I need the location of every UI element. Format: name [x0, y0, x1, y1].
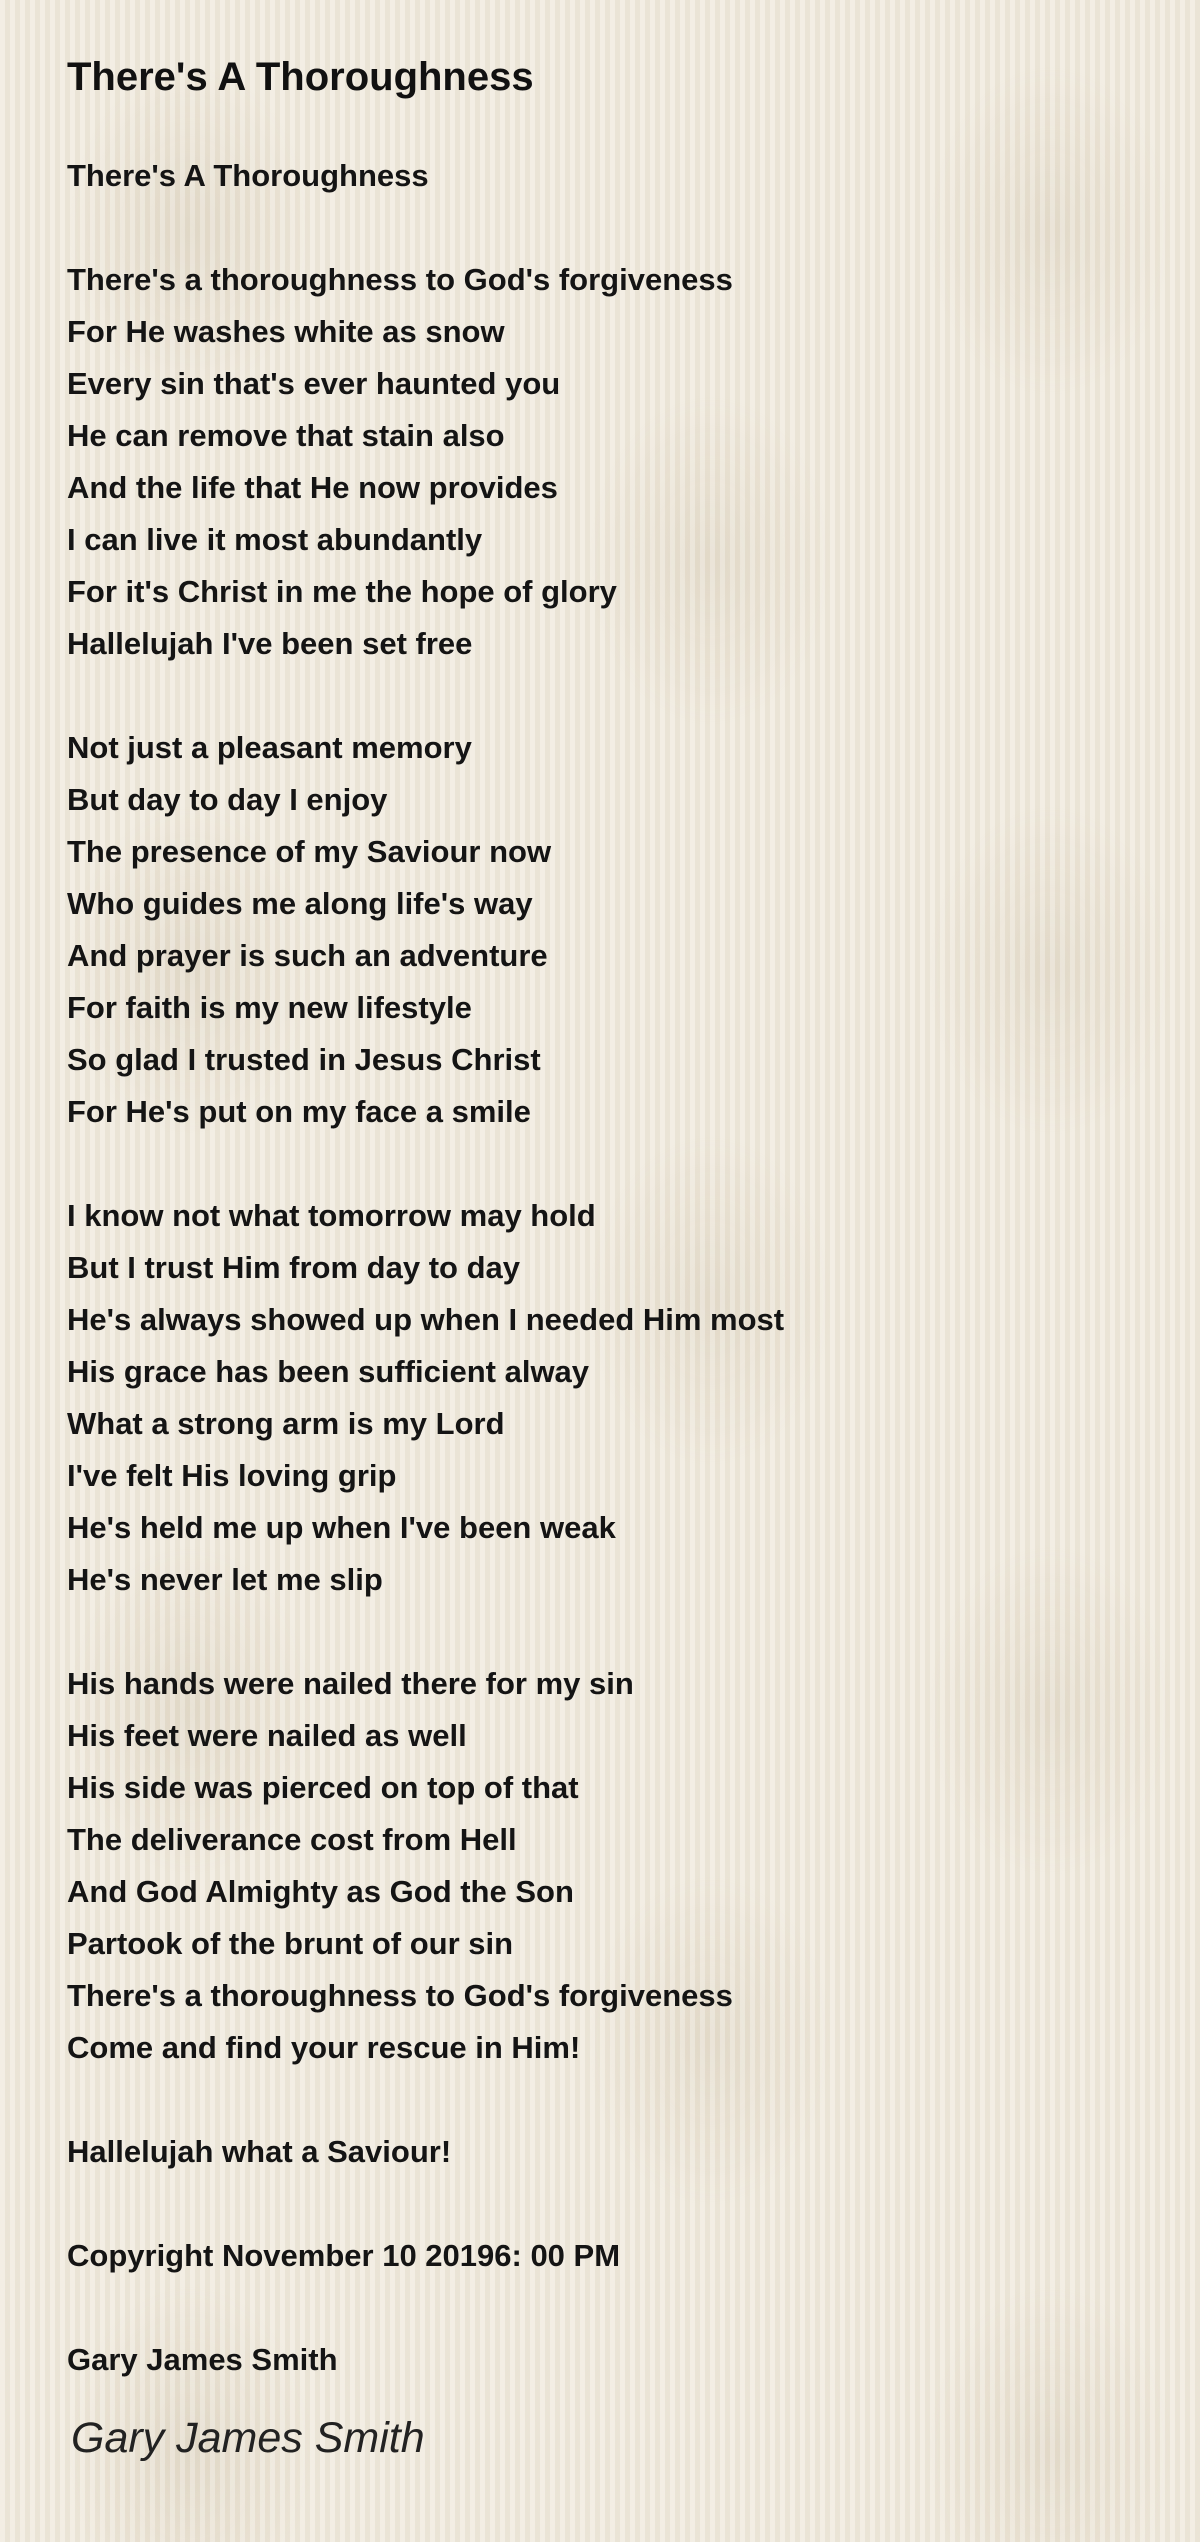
poem-line: For He's put on my face a smile: [67, 1094, 531, 1129]
stanza-break: [67, 2178, 1147, 2230]
poem-line: Come and find your rescue in Him!: [67, 2030, 581, 2065]
poem-line: He can remove that stain also: [67, 418, 505, 453]
poem-line: The deliverance cost from Hell: [67, 1822, 517, 1857]
stanza-break: [67, 1138, 1147, 1190]
poem-line: But I trust Him from day to day: [67, 1250, 520, 1285]
poem-line: There's a thoroughness to God's forgiveness: [67, 1978, 733, 2013]
poem-line: And God Almighty as God the Son: [67, 1874, 574, 1909]
poem-line: Not just a pleasant memory: [67, 730, 472, 765]
poem-line: But day to day I enjoy: [67, 782, 388, 817]
poem-body: [67, 150, 1147, 2386]
poem-line: Copyright November 10 20196: 00 PM: [67, 2238, 621, 2273]
poem-line: Who guides me along life's way: [67, 886, 533, 921]
author-signature: Gary James Smith: [71, 2414, 425, 2462]
poem-line: The presence of my Saviour now: [67, 834, 552, 869]
poem-line: And the life that He now provides: [67, 470, 558, 505]
poem-line: I've felt His loving grip: [67, 1458, 397, 1493]
poem-line: For faith is my new lifestyle: [67, 990, 472, 1025]
poem-line: I know not what tomorrow may hold: [67, 1198, 596, 1233]
poem-line: I can live it most abundantly: [67, 522, 483, 557]
poem-line: There's A Thoroughness: [67, 158, 429, 193]
poem-line: His hands were nailed there for my sin: [67, 1666, 634, 1701]
poem-title: There's A Thoroughness: [67, 55, 534, 99]
poem-line: His side was pierced on top of that: [67, 1770, 579, 1805]
poem-line: For He washes white as snow: [67, 314, 505, 349]
poem-line: He's always showed up when I needed Him most: [67, 1302, 785, 1337]
poem-line: There's a thoroughness to God's forgiveness: [67, 262, 733, 297]
poem-line: And prayer is such an adventure: [67, 938, 548, 973]
poem-line: For it's Christ in me the hope of glory: [67, 574, 617, 609]
poem-line: Hallelujah what a Saviour!: [67, 2134, 452, 2169]
poem-line: He's never let me slip: [67, 1562, 383, 1597]
poem-line: His feet were nailed as well: [67, 1718, 467, 1753]
stanza-break: [67, 670, 1147, 722]
poem-container: [67, 0, 1147, 2468]
stanza-break: [67, 2282, 1147, 2334]
poem-line: Hallelujah I've been set free: [67, 626, 473, 661]
poem-line: Every sin that's ever haunted you: [67, 366, 561, 401]
stanza-break: [67, 202, 1147, 254]
poem-line: Gary James Smith: [67, 2342, 338, 2377]
poem-line: So glad I trusted in Jesus Christ: [67, 1042, 541, 1077]
stanza-break: [67, 2074, 1147, 2126]
poem-line: Partook of the brunt of our sin: [67, 1926, 514, 1961]
stanza-break: [67, 1606, 1147, 1658]
poem-line: His grace has been sufficient alway: [67, 1354, 590, 1389]
poem-line: What a strong arm is my Lord: [67, 1406, 505, 1441]
poem-line: He's held me up when I've been weak: [67, 1510, 616, 1545]
